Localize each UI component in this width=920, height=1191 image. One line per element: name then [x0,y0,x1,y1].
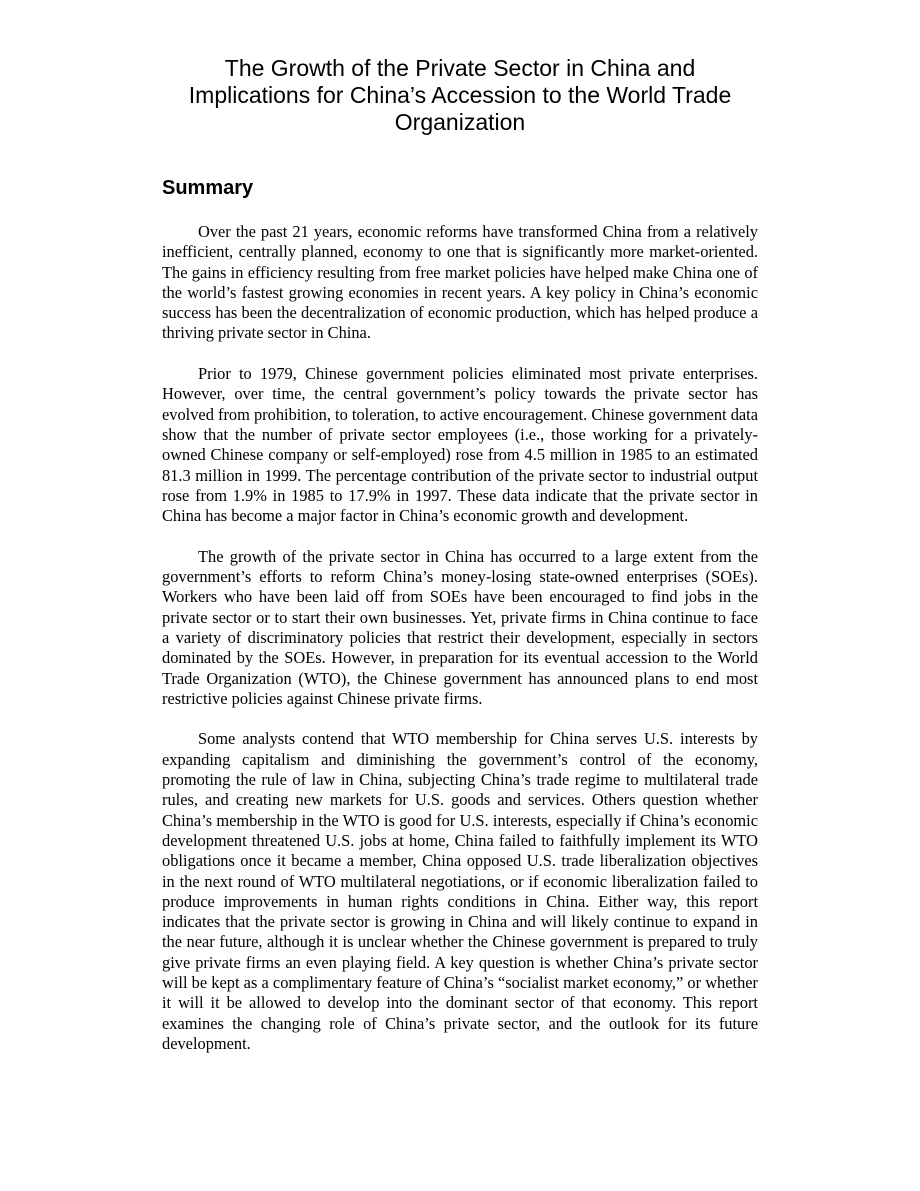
summary-paragraph-4: Some analysts contend that WTO membership for China serves U.S. interests by expanding capitalism and diminishing the government’s control of the economy, promoting the rule of law in China, subjecting China’s trade regime to multilateral trade rules, and creating new markets for U.S. goods and services. Others question whether China’s membership in the WTO is good for U.S. interests, especially if China’s economic development threatened U.S. jobs at home, China failed to faithfully implement its WTO obligations once it became a member, China opposed U.S. trade liberalization objectives in the next round of WTO multilateral negotiations, or if economic liberalization failed to produce improvements in human rights conditions in China. Either way, this report indicates that the private sector is growing in China and will likely continue to expand in the near future, although it is unclear whether the Chinese government is prepared to truly give private firms an even playing field. A key question is whether China’s private sector will be kept as a complimentary feature of China’s “socialist market economy,” or whether it will it be allowed to develop into the dominant sector of that economy. This report examines the changing role of China’s private sector, and the outlook for its future development. [162,729,758,1053]
summary-body [162,222,758,1054]
summary-paragraph-2: Prior to 1979, Chinese government policies eliminated most private enterprises. However, over time, the central government’s policy towards the private sector has evolved from prohibition, to toleration, to active encouragement. Chinese government data show that the number of private sector employees (i.e., those working for a privately-owned Chinese company or self-employed) rose from 4.5 million in 1985 to an estimated 81.3 million in 1999. The percentage contribution of the private sector to industrial output rose from 1.9% in 1985 to 17.9% in 1997. These data indicate that the private sector in China has become a major factor in China’s economic growth and development. [162,364,758,526]
summary-paragraph-1: Over the past 21 years, economic reforms have transformed China from a relatively inefficient, centrally planned, economy to one that is significantly more market-oriented. The gains in efficiency resulting from free market policies have helped make China one of the world’s fastest growing economies in recent years. A key policy in China’s economic success has been the decentralization of economic production, which has helped produce a thriving private sector in China. [162,222,758,343]
summary-heading: Summary [162,177,254,199]
document-title [140,55,780,136]
title-line-3: Organization [394,109,526,135]
title-line-1: The Growth of the Private Sector in China and [224,55,696,81]
summary-paragraph-3: The growth of the private sector in China has occurred to a large extent from the government’s efforts to reform China’s money-losing state-owned enterprises (SOEs). Workers who have been laid off from SOEs have been encouraged to find jobs in the private sector or to start their own businesses. Yet, private firms in China continue to face a variety of discriminatory policies that restrict their development, especially in sectors dominated by the SOEs. However, in preparation for its eventual accession to the World Trade Organization (WTO), the Chinese government has announced plans to end most restrictive policies against Chinese private firms. [162,546,758,708]
title-line-2: Implications for China’s Accession to the World Trade [188,82,732,108]
